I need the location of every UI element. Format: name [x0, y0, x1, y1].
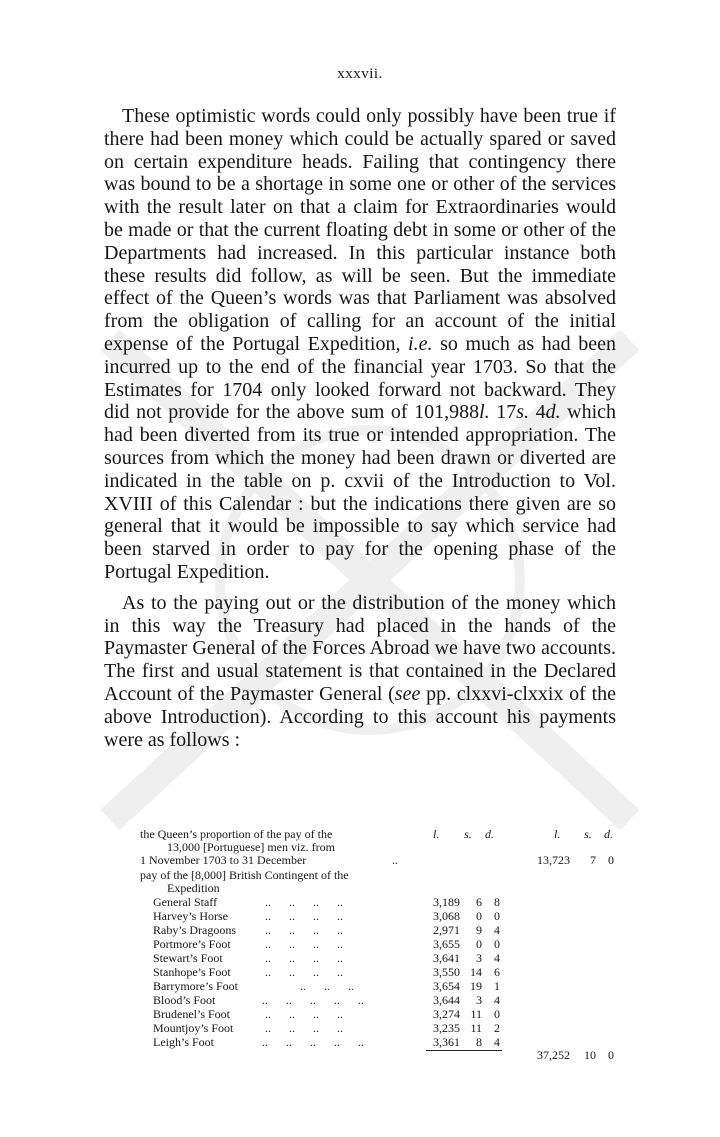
row-pounds: 3,361 [433, 1035, 460, 1049]
row-shillings: 8 [476, 1035, 482, 1049]
row-pence: 4 [494, 923, 500, 937]
see-abbrev: see [394, 682, 421, 705]
subtotal-rule [426, 1050, 502, 1051]
row-label: Mountjoy’s Foot [153, 1021, 234, 1035]
row-label: Stanhope’s Foot [153, 965, 231, 979]
row-shillings: 3 [476, 993, 482, 1007]
paragraph-1-text-d: 4 [529, 401, 546, 424]
item2-total-pounds: 37,252 [537, 1048, 570, 1062]
row-label: Barrymore’s Foot [153, 979, 238, 993]
item1-line1: the Queen’s proportion of the pay of the [140, 827, 333, 841]
row-leader: .. .. .. .. [265, 965, 343, 979]
ledger-row [0, 1007, 720, 1021]
paragraph-2-text-a: As to the paying out or the distribution of the money which in this way the Treasury had placed in the hands of the Paymaster General of the Forces Abroad we have two accounts. The first and usual statement is that contained in the Declared Account of the Paymaster General ( [104, 591, 616, 705]
item2-line1: pay of the [8,000] British Contingent of the [140, 868, 349, 882]
row-pence: 0 [494, 909, 500, 923]
ledger-row [0, 993, 720, 1007]
ledger-row [0, 895, 720, 909]
ledger-row [0, 951, 720, 965]
item1-leader: .. [392, 853, 398, 867]
row-pence: 8 [494, 895, 500, 909]
row-label: Leigh’s Foot [153, 1035, 215, 1049]
row-pence: 0 [494, 937, 500, 951]
row-pounds: 3,235 [433, 1021, 460, 1035]
pence-abbrev: d. [545, 401, 561, 424]
row-leader: .. .. .. .. [265, 937, 343, 951]
col-header-pounds-2: l. [554, 827, 561, 841]
item1-total-pence: 0 [608, 853, 614, 867]
ledger-row [0, 1035, 720, 1049]
row-label: Brudenel’s Foot [153, 1007, 230, 1021]
row-pounds: 3,189 [433, 895, 460, 909]
row-pence: 6 [494, 965, 500, 979]
row-label: Blood’s Foot [153, 993, 216, 1007]
col-header-shillings-2: s. [584, 827, 592, 841]
col-header-pence-1: d. [485, 827, 494, 841]
row-leader: .. .. .. .. [265, 923, 343, 937]
row-shillings: 0 [476, 937, 482, 951]
row-leader: .. .. .. .. [265, 1007, 343, 1021]
col-header-pence-2: d. [604, 827, 613, 841]
ledger-row [0, 1021, 720, 1035]
pounds-abbrev: l. [479, 401, 490, 424]
paragraph-1-text-c: 17 [489, 401, 517, 424]
row-pounds: 2,971 [433, 923, 460, 937]
row-shillings: 9 [476, 923, 482, 937]
row-leader: .. .. .. .. [265, 1021, 343, 1035]
item2-total-shillings: 10 [584, 1048, 596, 1062]
paragraph-1-text-b: so much as had been incurred up to the end of the financial year 1703. So that the Estimates for 1704 only looked forward not backward. They did not provide for the above sum of 101,988 [104, 332, 616, 424]
ledger-row [0, 979, 720, 993]
row-pounds: 3,550 [433, 965, 460, 979]
row-label: Raby’s Dragoons [153, 923, 236, 937]
item1-total-shillings: 7 [590, 853, 596, 867]
row-shillings: 19 [470, 979, 482, 993]
row-shillings: 6 [476, 895, 482, 909]
col-header-shillings-1: s. [464, 827, 472, 841]
row-pounds: 3,654 [433, 979, 460, 993]
row-shillings: 14 [470, 965, 482, 979]
paragraph-1-text-a: These optimistic words could only possibly have been true if there had been money which could be actually spared or saved on certain expenditure heads. Failing that contingency there was bound to be a shortage in some one or other of the services with the result later on that a claim for Extraordinaries would be made or that the current floating debt in some or other of the Departments had increased. In this particular instance both these results did follow, as will be seen. But the immediate effect of the Queen’s words was that Parliament was absolved from the obligation of calling for an account of the initial expense of the Portugal Expedition, [104, 105, 616, 355]
row-leader: .. .. .. .. [265, 909, 343, 923]
ledger-row [0, 965, 720, 979]
row-shillings: 3 [476, 951, 482, 965]
row-label: General Staff [153, 895, 218, 909]
row-pence: 0 [494, 1007, 500, 1021]
col-header-pounds-1: l. [433, 827, 440, 841]
row-pounds: 3,274 [433, 1007, 460, 1021]
row-pounds: 3,641 [433, 951, 460, 965]
row-pence: 4 [494, 951, 500, 965]
row-pence: 1 [494, 979, 500, 993]
paragraph-2-text-b: pp. clxxvi-clxxix of the above Introduction). According to this account his payments were as follows : [104, 682, 616, 751]
row-shillings: 11 [470, 1021, 482, 1035]
row-label: Portmore’s Foot [153, 937, 231, 951]
paragraph-1-text-e: which had been diverted from its true or intended appropriation. The sources from which the money had been drawn or diverted are indicated in the table on p. cxvii of the Introduction to Vol. XVIII of this Calendar : but the indications there given are so general that it would be impossible to say which service had been starved in order to pay for the opening phase of the Portugal Expedition. [104, 401, 617, 583]
row-shillings: 0 [476, 909, 482, 923]
ie-abbrev: i.e. [408, 332, 433, 355]
row-shillings: 11 [470, 1007, 482, 1021]
row-label: Stewart’s Foot [153, 951, 223, 965]
item1-line3: 1 November 1703 to 31 December [140, 853, 307, 867]
row-leader: .. .. .. [300, 979, 354, 993]
page-number: xxxvii. [337, 66, 383, 82]
item1-line2: 13,000 [Portuguese] men viz. from [167, 840, 335, 854]
item2-line2: Expedition [167, 881, 220, 895]
ledger-row [0, 937, 720, 951]
shillings-abbrev: s. [516, 401, 530, 424]
row-pounds: 3,644 [433, 993, 460, 1007]
row-label: Harvey’s Horse [153, 909, 228, 923]
ledger-row [0, 923, 720, 937]
ledger-row [0, 909, 720, 923]
row-leader: .. .. .. .. .. [262, 1035, 364, 1049]
row-pounds: 3,068 [433, 909, 460, 923]
item1-total-pounds: 13,723 [537, 853, 570, 867]
row-leader: .. .. .. .. .. [262, 993, 364, 1007]
item2-total-pence: 0 [608, 1048, 614, 1062]
row-leader: .. .. .. .. [265, 951, 343, 965]
row-leader: .. .. .. .. [265, 895, 343, 909]
row-pounds: 3,655 [433, 937, 460, 951]
row-pence: 4 [494, 993, 500, 1007]
row-pence: 2 [494, 1021, 500, 1035]
row-pence: 4 [494, 1035, 500, 1049]
